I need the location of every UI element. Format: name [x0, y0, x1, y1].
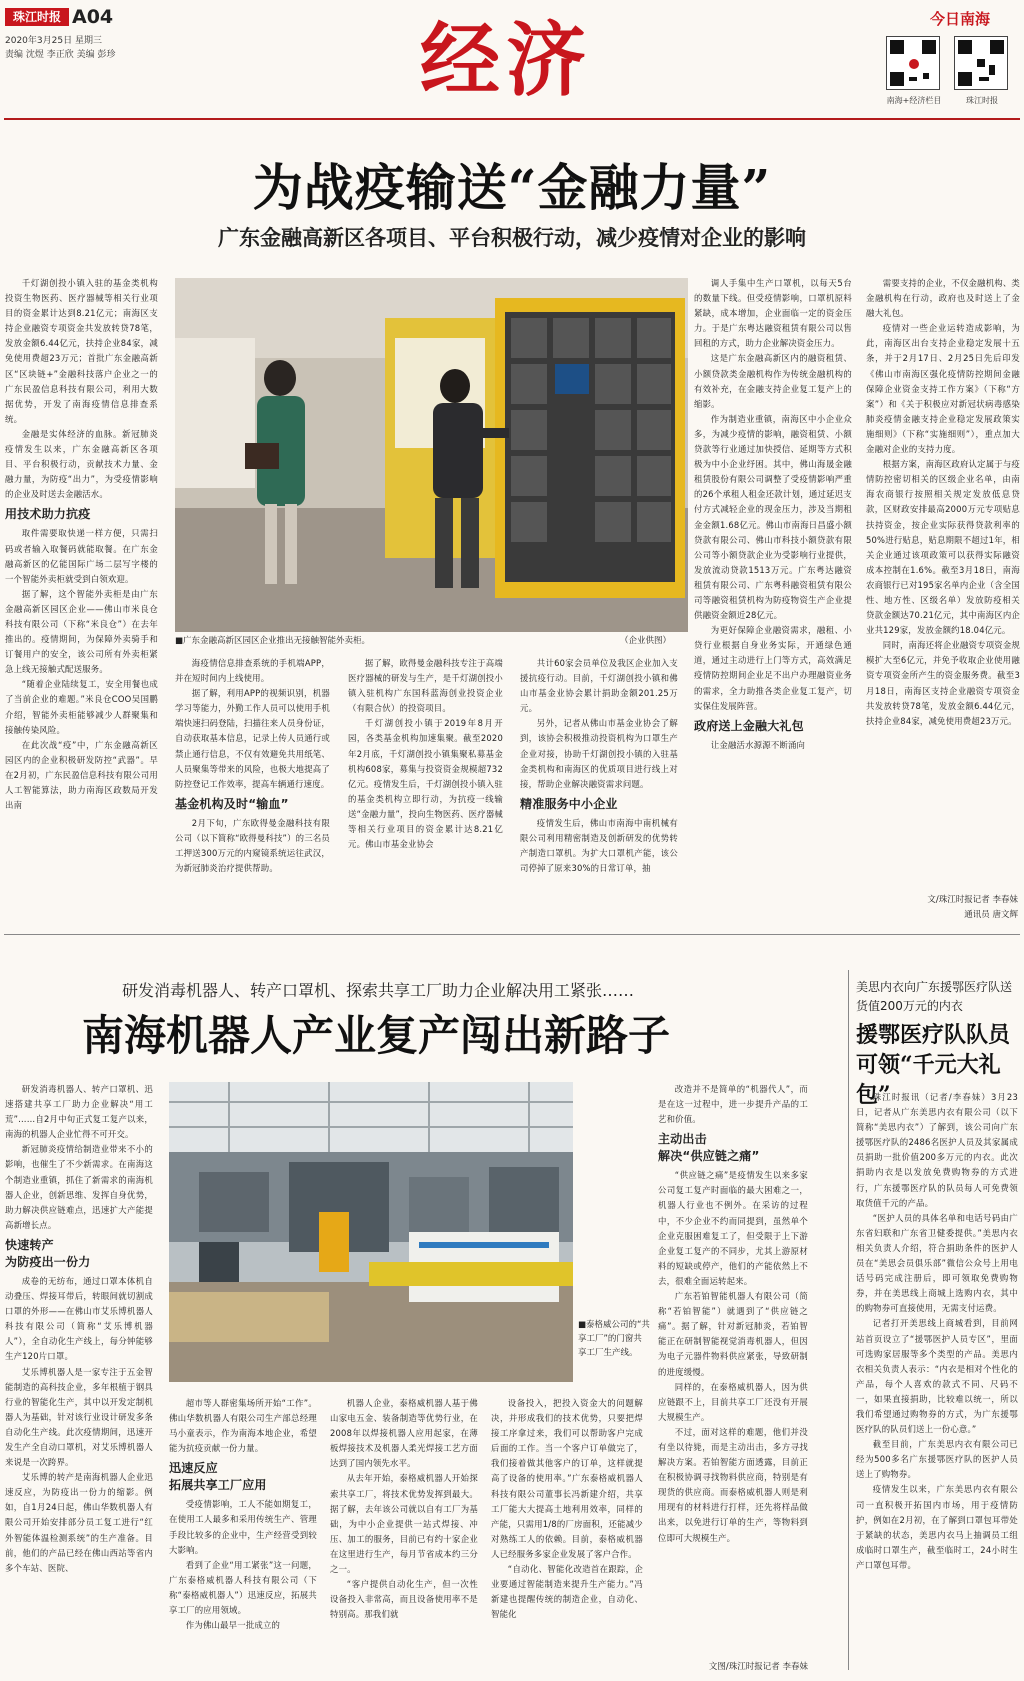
subheading: 基金机构及时“输血”: [175, 796, 289, 811]
paragraph: 千灯湖创投小镇于2019年8月开园，各类基金机构加速集聚。截至2020年2月底，千灯湖创投小镇集聚私募基金机构608家，募集与投资资金规模超732亿元。疫情发生后，千灯湖创投小镇入驻的基金类机构立即行动，为抗疫一线输送“金融力量”，投向生物医药、医疗器械等相关行业项目的资金累计达8.21亿元。佛山市基金业协会: [348, 718, 503, 850]
paragraph: 机器人企业，泰格威机器人基于佛山家电五金、装备制造等优势行业，在2008年以焊接机器人应用起家，在薄板焊接技术及机器人柔光焊接工艺方面达到了国内领先水平。: [330, 1398, 478, 1469]
paragraph: 据了解，这个智能外卖柜是由广东金融高新区园区企业——佛山市米良仓科技有限公司（下称“米良仓”）在去年推出的。疫情期间，为保障外卖骑手和订餐用户的安全，该公司所有外卖柜紧急上线无接触式配送服务。: [5, 588, 158, 675]
paragraph: “随着企业陆续复工，安全用餐也成了当前企业的难题。”米良仓COO吴国鹏介绍，智能外卖柜能够减少人群聚集和接触传染风险。: [5, 679, 158, 735]
subheading: 精准服务中小企业: [520, 796, 618, 811]
story1-column-6: [866, 276, 1020, 888]
story1-column-3: [348, 656, 503, 918]
factory-photo: [169, 1082, 573, 1382]
paragraph: 记者打开美思线上商城看到，目前网站首页设立了“援鄂医护人员专区”，里面可选购家居服等多个类型的产品。美思内衣相关负责人表示：“内衣是相对个性化的产品，每个人喜欢的款式不同、尺码不一，如果直接捐助，比较难以统一，所以我们希望通过购物券的方式，为广东援鄂医疗队的队员们送上一份心意。”: [856, 1318, 1018, 1435]
story2-column-2: [169, 1396, 317, 1676]
paragraph: 同样的，在泰格威机器人，因为供应链跟不上，目前共享工厂还没有开展大规模生产。: [658, 1381, 808, 1422]
paragraph: 让金融活水源源不断涌向: [710, 739, 806, 750]
story2-headline: 南海机器人产业复产闯出新路子: [82, 1011, 671, 1060]
subheading: 迅速反应 拓展共享工厂应用: [169, 1461, 267, 1493]
qr-caption: 珠江时报: [966, 96, 998, 105]
subheading: 快速转产 为防疫出一份力: [5, 1237, 91, 1269]
editors-line: 责编 沈煜 李正欣 美编 彭珍: [5, 50, 116, 60]
story2-kicker: 研发消毒机器人、转产口罩机、探索共享工厂助力企业解决用工紧张……: [122, 981, 635, 1000]
paragraph: 作为制造业重镇，南海区中小企业众多，为减少疫情的影响，融资租赁、小额贷款等行业通过加快授信、延期等方式积极为中小企业纾困。其中，佛山海晟金融租赁股份有限公司调整了受疫情影响严重的26个承租人租金还款计划，通过延迟支付方式减轻企业的现金压力，涉及当期租金金额1.68亿元。佛山市南海日昌盛小额贷款有限公司、佛山市科技小额贷款有限公司等小额贷款企业为受影响行业提供，发放流动贷款1513万元。广东粤达融资租赁有限公司、广东粤科融资租赁有限公司等融资租赁机构为防疫物资生产企业提供融资金额近28亿元。: [694, 413, 852, 621]
story2-column-3: [330, 1396, 478, 1676]
subheading: 政府送上金融大礼包: [694, 718, 804, 733]
paragraph: 金融是实体经济的血脉。新冠肺炎疫情发生以来，广东金融高新区各项目、平台积极行动，贡献技术力量、金融力量，为防疫“出力”，为受疫情影响的企业及时送去金融活水。: [5, 428, 158, 500]
paragraph: “客户提供自动化生产，但一次性设备投入非常高，而且设备使用率不是特别高。那我们就: [330, 1579, 478, 1620]
paragraph: 受疫情影响，工人不能如期复工，在使用工人最多和采用传统生产、管理手段比较多的企业中，生产经营受到较大影响。: [169, 1499, 317, 1555]
qr-code-icon: [886, 36, 940, 90]
paragraph: “医护人员的具体名单和电话号码由广东省妇联和广东省卫健委提供。”美思内衣相关负责人介绍，符合捐助条件的医护人员在“美思会员俱乐部”微信公众号上用电话号码完成注册后，即可领取免费购物券，并在美思线上商城上选购内衣，其中的购物券可直接使用，无需支付运费。: [856, 1212, 1018, 1314]
paragraph: 需要支持的企业，不仅金融机构、类金融机构在行动，政府也及时送上了金融大礼包。: [866, 278, 1020, 319]
paragraph: 共计60家会员单位及我区企业加入支援抗疫行动。目前，千灯湖创投小镇和佛山市基金业协会累计捐助金额201.25万元。: [520, 658, 678, 714]
paragraph: 研发消毒机器人、转产口罩机、迅速搭建共享工厂助力企业解决“用工荒”……自2月中旬正式复工复产以来，南海的机器人企业忙得不可开交。: [5, 1084, 153, 1140]
paragraph: 千灯湖创投小镇入驻的基金类机构投资生物医药、医疗器械等相关行业项目的资金累计达到8.21亿元；南海区支持企业融资专项资金共发放转贷78笔，发放金额6.44亿元，扶持企业84家，减免使用费超23万元；首批广东金融高新区“区块链+”金融科技落户企业之一的广东民盈信息科技有限公司，利用大数据优势，开发了南海疫情信息排查系统。: [5, 278, 158, 424]
paragraph: 从去年开始，泰格威机器人开始探索共享工厂，将技术优势发挥到最大。据了解，去年该公司就以自有工厂为基础，为中小企业提供一站式焊接、冲压、加工的服务，目前已有约十家企业在这里进行生产，每月节省成本约三分之一。: [330, 1473, 478, 1575]
brand-label: 今日南海: [930, 10, 991, 28]
photo-caption: ■广东金融高新区园区企业推出无接触智能外卖柜。: [175, 636, 371, 646]
paragraph: 超市等人群密集场所开始“工作”。佛山华数机器人有限公司生产部总经理马小童表示，作为南海本地企业，希望能为抗疫贡献一份力量。: [169, 1398, 317, 1454]
header-rule: [4, 118, 1020, 120]
story1-column-2: [175, 656, 330, 918]
photo-caption: ■泰格威公司的“共享工厂”的门窗共享工厂生产线。: [578, 1320, 650, 1358]
page-number: A04: [72, 6, 114, 28]
story3-column: [856, 1090, 1018, 1678]
paragraph: 同时，南海还将企业融资专项资金规模扩大至6亿元，并免予收取企业使用融资专项资金所产生的资金服务费。截至3月18日，南海区支持企业融资专项资金共发放转贷78笔，发放金额6.44亿元，扶持企业84家，减免使用费超23万元。: [866, 640, 1020, 726]
story1-column-5: [694, 276, 852, 918]
paragraph: 海疫情信息排查系统的手机端APP，并在短时间内上线使用。: [175, 658, 330, 684]
issue-date: 2020年3月25日 星期三: [5, 36, 102, 46]
paragraph: 据了解，利用APP的视频识别，机器学习等能力，外勤工作人员可以使用手机端快速扫码登陆，扫描往来人员身份证，自动获取基本信息，记录上传人员通行或禁止通行信息，不仅有效避免共用纸笔、人员聚集等带来的风险，也极大地提高了防控登记工作效率，提高车辆通行速度。: [175, 688, 330, 789]
paper-logo: 珠江时报: [5, 8, 69, 26]
page-header: [0, 0, 1024, 124]
story1-headline: 为战疫输送“金融力量”: [252, 158, 772, 217]
paragraph: 成卷的无纺布，通过口罩本体机自动叠压、焊接耳带后，转眼间就切割成口罩的外形——在佛山市艾乐博机器人科技有限公司（简称“艾乐博机器人”），全自动化生产线上，每分钟能够生产120片口罩。: [5, 1275, 153, 1362]
paragraph: 这是广东金融高新区内的融资租赁、小额贷款类金融机构作为传统金融机构的有效补充，在金融支持企业复工复产上的缩影。: [694, 353, 852, 409]
paragraph: 截至目前，广东美思内衣有限公司已经为500多名广东援鄂医疗队的医护人员送上了购物券。: [856, 1439, 1018, 1480]
paragraph: 艾乐博的转产是南海机器人企业迅速反应，为防疫出一份力的缩影。例如，自1月24日起，佛山华数机器人有限公司开始安排部分员工复工进行“红外智能体温检测系统”的生产准备。目前，他们的产品已经在佛山西站等省内多个车站、医院、: [5, 1472, 153, 1573]
paragraph: 调人手集中生产口罩机，以每天5台的数量下线。但受疫情影响，口罩机原料紧缺，成本增加，企业面临一定的资金压力。于是广东粤达融资租赁有限公司以售回租的方式，助力企业解决资金压力。: [694, 278, 852, 349]
story3-kicker: 美思内衣向广东援鄂医疗队送货值200万元的内衣: [856, 980, 1013, 1013]
subheading: 用技术助力抗疫: [5, 507, 91, 522]
paragraph: 另外，记者从佛山市基金业协会了解到，该协会积极推动投资机构为口罩生产企业对接，协助千灯湖创投小镇的入驻基金类机构和南海区的优质项目进行线上对接，帮助企业解决融资需求问题。: [520, 718, 678, 789]
story1-byline: 文/珠江时报记者 李春妹: [927, 895, 1018, 905]
paragraph: “供应链之痛”是疫情发生以来多家公司复工复产时面临的最大困难之一，机器人行业也不例外。在采访的过程中，不少企业不约而同提到，虽然单个企业克服困难复工了，但受限于上下游企业复工复产的不同步，尤其上游原材料的短缺或停产，他们的产能依然上不去，很难全面运转起来。: [658, 1170, 808, 1286]
paragraph: 在此次战“疫”中，广东金融高新区园区内的企业积极研发防控“武器”。早在2月初，广东民盈信息科技有限公司用人工智能算法，助力南海区政数局开发出南: [5, 739, 158, 811]
paragraph: 珠江时报讯（记者/李春妹）3月23日，记者从广东美思内衣有限公司（以下简称“美思内衣”）了解到，该公司向广东援鄂医疗队的2486名医护人员及其家属成员捐助一批价值200多万元的内衣。此次捐助内衣是以发放免费购物券的方式进行，广东援鄂医疗队的队员每人可免费领取货值千元的产品。: [856, 1092, 1018, 1208]
subheading: 主动出击 解决“供应链之痛”: [658, 1132, 760, 1164]
qr-code-icon: [954, 36, 1008, 90]
paragraph: 疫情发生以来，广东美思内衣有限公司一直积极开拓国内市场，用于疫情防护，例如在2月初，在了解到口罩包耳带处于紧缺的状态，美思内衣马上抽调员工组成临时口罩生产，截至临时工，24小时生产口罩包耳带。: [856, 1484, 1018, 1570]
paragraph: 为更好保障企业融资需求，融租、小贷行业根据自身业务实际，开通绿色通道，通过主动进行上门等方式，高效满足疫情防控期间企业足不出户办理融资业务的需求，全力助推各类企业复工复产，切实保住发展阵营。: [694, 625, 852, 711]
paragraph: 设备投入，把投入资金大的问题解决，并形成我们的技术优势，只要把焊接工序拿过来，我们可以帮助客户完成后面的工作。当一个客户订单做完了，我们接着做其他客户的订单，这样就提高了设备的使用率。”广东泰格威机器人科技有限公司董事长冯新建介绍，共享工厂能大大提高土地利用效率，同样的产能，只需用1/8的厂房面积，还能减少对熟练工人的依赖。目前，泰格威机器人已经服务多家企业发展了客户合作。: [491, 1398, 643, 1559]
story2-column-1: [5, 1082, 153, 1676]
column-divider: [848, 970, 849, 1670]
story2-column-5: [658, 1082, 808, 1656]
section-title: 经济: [420, 13, 592, 107]
story1-column-4: [520, 656, 678, 918]
story2-byline: 文图/珠江时报记者 李春妹: [708, 1662, 808, 1672]
section-divider: [4, 934, 1020, 935]
paragraph: 改造并不是简单的“机器代人”，而是在这一过程中，进一步提升产品的工艺和价值。: [658, 1084, 808, 1125]
paragraph: 疫情对一些企业运转造成影响，为此，南海区出台支持企业稳定发展十五条，并于2月17日、2月25日先后印发《佛山市南海区强化疫情防控期间金融保障企业资金支持工作方案》（下称“方案”）和《关于积极应对新冠状病毒感染肺炎疫情金融支持企业稳定发展政策实施细则》（下称“实施细则”），重点加大金融对企业的支持力度。: [866, 323, 1020, 455]
paragraph: “自动化、智能化改造首在跟踪，企业要通过智能制造来提升生产能力。”冯新建也提醒传统的制造企业，自动化、智能化: [491, 1564, 643, 1620]
photo-credit: （企业供图）: [620, 636, 672, 646]
story1-column-1: [5, 276, 158, 916]
story3-headline: 援鄂医疗队队员可领“千元大礼包”: [856, 1022, 1011, 1108]
paragraph: 看到了企业“用工紧张”这一问题，广东泰格威机器人科技有限公司（下称“泰格威机器人”）迅速反应，拓展共享工厂的应用领域。: [169, 1559, 317, 1616]
paragraph: 艾乐博机器人是一家专注于五金智能制造的高科技企业，多年根植于钢具行业的智能化生产，其中以开发定制机器人为基础，针对该行业设计研发多条自动化生产线。此次疫情期间，迅速开发生产全自动口罩机，对艾乐博机器人来说是一次跨界。: [5, 1366, 153, 1468]
smart-locker-photo: [175, 278, 688, 632]
paragraph: 根据方案，南海区政府认定属于与疫情防控密切相关的区级企业名单，由南海农商银行按照相关规定发放低息贷款，区财政安排最高2000万元专项贴息扶持资金，按企业实际获得贷款利率的50%进行贴息，贴息期限不超过1年，相关企业通过该项政策可以获得实际融资成本控制在1.6%。截至3月18日，南海农商银行已对195家名单内企业（含全国性、地方性、区级名单）发放防疫相关贷款金额达70.21亿元，其中南海区内企业共129家，发放金额约18.04亿元。: [866, 459, 1020, 636]
paragraph: 取件需要取快递一样方便，只需扫码或者输入取餐码就能取餐。在广东金融高新区的亿能国际广场二层写字楼的一个智能外卖柜就受到白领欢迎。: [5, 528, 158, 584]
paragraph: 据了解，欧得曼金融科技专注于高端医疗器械的研发与生产，是千灯湖创投小镇入驻机构广东国科蓝海创业投资企业（有限合伙）的投资项目。: [348, 658, 503, 714]
story1-byline: 通讯员 唐文辉: [964, 910, 1018, 920]
story1-subhead: 广东金融高新区各项目、平台积极行动，减少疫情对企业的影响: [218, 226, 806, 250]
qr-caption: 南海+经济栏目: [886, 96, 942, 105]
paragraph: 新冠肺炎疫情给制造业带来不小的影响，也催生了不少新需求。在南海这个制造业重镇，抓住了新需求的南海机器人企业，创新思维、发挥自身优势，助力解决供应链难点，迅速扩大产能提高新增长点。: [5, 1144, 153, 1230]
paragraph: 广东若铂智能机器人有限公司（简称“若铂智能”）就遇到了“供应链之痛”。据了解，针对新冠肺炎，若铂智能正在研制智能视觉消毒机器人，但因为电子元器件物料供应紧张，导致研制的进度缓慢。: [658, 1291, 808, 1377]
paragraph: 不过，面对这样的难题，他们并没有坐以待毙，而是主动出击，多方寻找解决方案。若铂智能方面透露，目前正在积极协调寻找物料供应商，特别是有现货的供应商。而泰格威机器人则是利用现有的材料进行打样，还先将样品做出来，以免进行订单的生产，等物料到位即可大规模生产。: [658, 1426, 808, 1543]
paragraph: 作为佛山最早一批成立的: [185, 1620, 281, 1631]
story2-column-4: [491, 1396, 643, 1676]
paragraph: 疫情发生后，佛山市南海中南机械有限公司利用精密制造及创新研发的优势转产制造口罩机。为扩大口罩机产能，该公司停掉了原来30%的日常订单，抽: [520, 817, 678, 874]
paragraph: 2月下旬，广东欧得曼金融科技有限公司（以下简称“欧得曼科技”）的三名员工押送300万元的内窥镜系统运往武汉，为新冠肺炎治疗提供帮助。: [175, 817, 330, 874]
